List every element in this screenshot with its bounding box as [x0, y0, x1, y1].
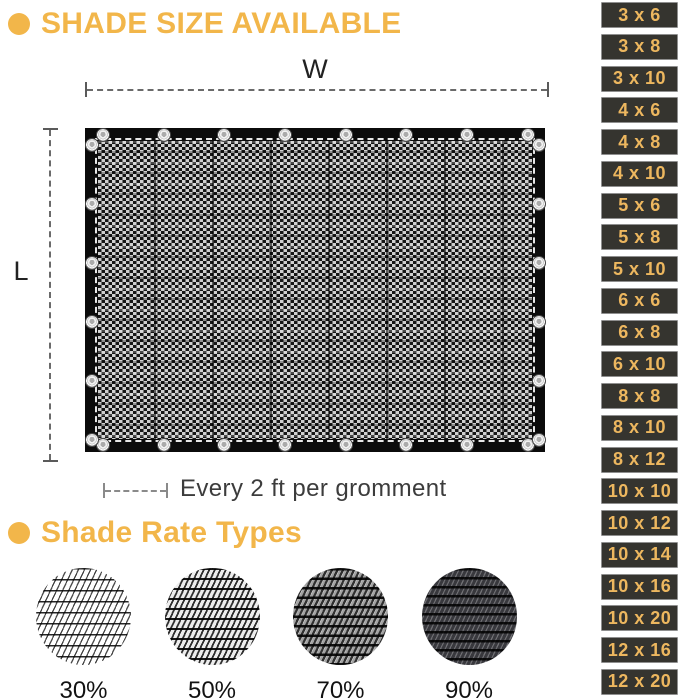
grommet-icon — [85, 315, 99, 329]
width-dimension-label: W — [302, 54, 328, 84]
length-dimension-line — [43, 128, 58, 462]
size-tile: 3 x 10 — [601, 66, 678, 92]
mesh-swatch-icon — [422, 568, 517, 665]
size-tile: 8 x 8 — [601, 383, 678, 409]
size-tile: 10 x 16 — [601, 574, 678, 600]
size-tile: 6 x 8 — [601, 320, 678, 346]
spacing-bracket — [103, 483, 168, 498]
grommet-icon — [532, 197, 546, 211]
width-dimension-line — [85, 82, 549, 97]
grommet-icon — [85, 197, 99, 211]
size-tile: 12 x 20 — [601, 669, 678, 695]
size-tile: 3 x 8 — [601, 34, 678, 60]
grommet-icon — [399, 438, 413, 452]
size-tile: 10 x 10 — [601, 478, 678, 504]
shade-rate-row — [0, 568, 545, 698]
grommet-icon — [278, 438, 292, 452]
grommet-icon — [85, 374, 99, 388]
grommet-icon — [532, 138, 546, 152]
bullet-icon — [8, 522, 30, 544]
mesh-swatch-icon — [293, 568, 388, 665]
rate-section-heading — [8, 516, 302, 550]
dashed-line — [49, 130, 51, 460]
mesh-fabric — [98, 141, 532, 439]
grommet-icon — [532, 374, 546, 388]
grommet-icon — [399, 128, 413, 142]
shade-rate-label: 90% — [444, 677, 494, 698]
grommet-icon — [157, 128, 171, 142]
size-tile: 4 x 8 — [601, 129, 678, 155]
size-tile: 10 x 14 — [601, 542, 678, 568]
size-tile: 4 x 6 — [601, 97, 678, 123]
grommet-icon — [339, 128, 353, 142]
size-tile: 5 x 10 — [601, 256, 678, 282]
bullet-icon — [8, 13, 30, 35]
grommet-icon — [339, 438, 353, 452]
size-tile: 10 x 20 — [601, 605, 678, 631]
mesh-swatch-icon — [165, 568, 260, 665]
size-section-title: SHADE SIZE AVAILABLE — [41, 7, 402, 40]
size-tile: 6 x 10 — [601, 351, 678, 377]
size-tile: 8 x 12 — [601, 447, 678, 473]
size-tile: 5 x 6 — [601, 193, 678, 219]
rate-section-title: Shade Rate Types — [41, 516, 303, 549]
shade-rate-figure — [409, 568, 529, 698]
grommet-icon — [217, 128, 231, 142]
shade-net-diagram — [85, 128, 545, 452]
size-list — [601, 0, 678, 698]
shade-rate-label: 70% — [316, 677, 365, 698]
size-tile: 6 x 6 — [601, 288, 678, 314]
grommet-icon — [85, 138, 99, 152]
shade-rate-figure — [152, 568, 272, 698]
grommet-icon — [460, 128, 474, 142]
mesh-swatch-icon — [36, 568, 131, 665]
dashed-line — [105, 490, 166, 492]
size-tile: 12 x 16 — [601, 637, 678, 663]
shade-rate-figure — [281, 568, 401, 698]
grommet-icon — [85, 256, 99, 270]
grommet-note: Every 2 ft per gromment — [180, 475, 447, 502]
size-tile: 5 x 8 — [601, 224, 678, 250]
size-tile: 4 x 10 — [601, 161, 678, 187]
grommet-icon — [532, 315, 546, 329]
shade-rate-label: 50% — [187, 677, 237, 698]
grommet-icon — [532, 256, 546, 270]
grommet-icon — [217, 438, 231, 452]
size-tile: 10 x 12 — [601, 510, 678, 536]
grommet-icon — [532, 433, 546, 447]
grommet-icon — [96, 128, 110, 142]
size-tile: 8 x 10 — [601, 415, 678, 441]
shade-rate-figure — [24, 568, 144, 698]
dashed-line — [87, 89, 547, 91]
grommet-icon — [460, 438, 474, 452]
grommet-icon — [278, 128, 292, 142]
grommet-icon — [85, 433, 99, 447]
size-section-heading — [8, 7, 401, 41]
length-dimension-label: L — [13, 256, 29, 286]
shade-rate-label: 30% — [59, 677, 108, 698]
grommet-icon — [157, 438, 171, 452]
size-tile: 3 x 6 — [601, 2, 678, 28]
